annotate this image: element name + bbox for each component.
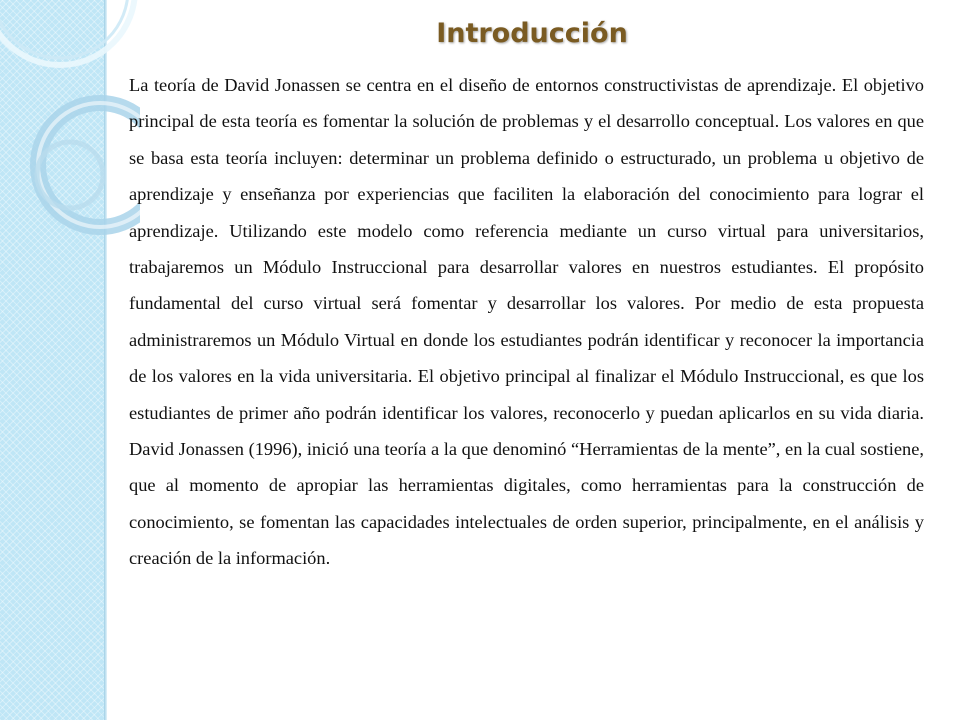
introduction-paragraph: La teoría de David Jonassen se centra en el diseño de entornos constructivistas de aprendizaje. El objetivo principal de esta teoría es fomentar la solución de problemas y el desarrollo conceptual. Los valores en que se basa esta teoría incluyen: determinar un problema definido o estructurado, un problema u objetivo de aprendizaje y enseñanza por experiencias que faciliten la elaboración del conocimiento para lograr el aprendizaje. Utilizando este modelo como referencia mediante un curso virtual para universitarios, trabajaremos un Módulo Instruccional para desarrollar valores en nuestros estudiantes. El propósito fundamental del curso virtual será fomentar y desarrollar los valores. Por medio de esta propuesta administraremos un Módulo Virtual en donde los estudiantes podrán identificar y reconocer la importancia de los valores en la vida universitaria. El objetivo principal al finalizar el Módulo Instruccional, es que los estudiantes de primer año podrán identificar los valores, reconocerlo y puedan aplicarlos en su vida diaria. David Jonassen (1996), inició una teoría a la que denominó “Herramientas de la mente”, en la cual sostiene, que al momento de apropiar las herramientas digitales, como herramientas para la construcción de conocimiento, se fomentan las capacidades intelectuales de orden superior, principalmente, en el análisis y creación de la información. — [129, 75, 924, 569]
middle-ring-highlight — [38, 103, 140, 227]
slide-title: Introducción — [436, 18, 628, 49]
